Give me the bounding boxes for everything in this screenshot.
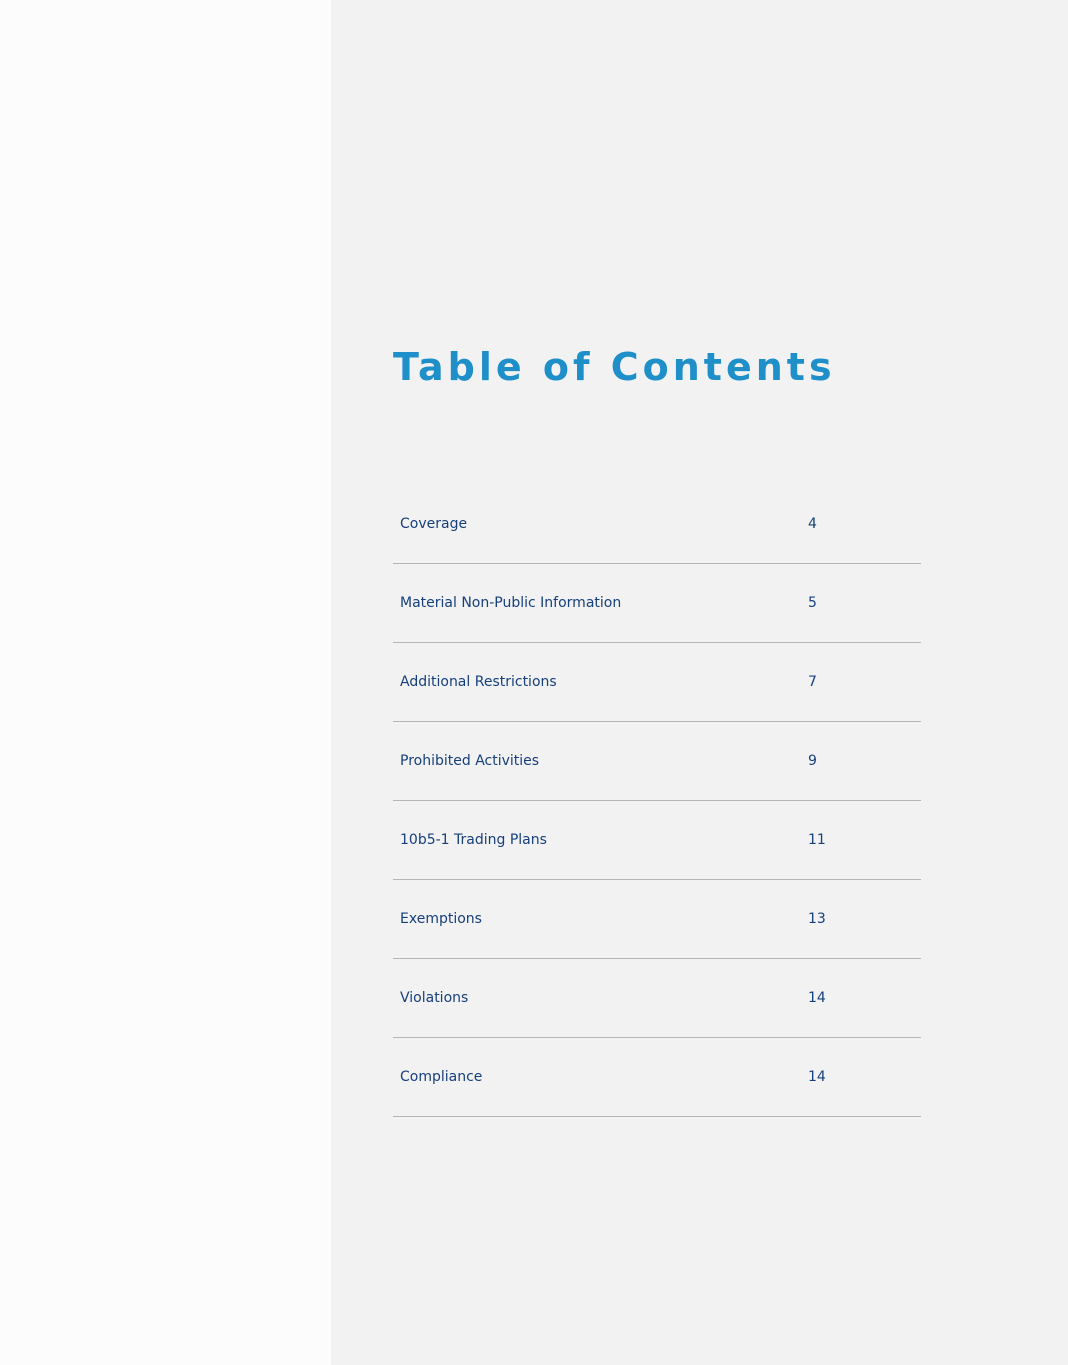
- page-title: Table of Contents: [393, 345, 836, 389]
- toc-entry-page-number[interactable]: 9: [808, 753, 817, 769]
- toc-list: [393, 485, 921, 1117]
- toc-entry-label[interactable]: Material Non-Public Information: [400, 595, 622, 611]
- toc-entry-page-number[interactable]: 14: [808, 1069, 826, 1085]
- toc-entry-page-number[interactable]: 13: [808, 911, 826, 927]
- toc-entry-label[interactable]: 10b5-1 Trading Plans: [400, 832, 547, 848]
- toc-entry-prohibited-activities[interactable]: [393, 722, 921, 801]
- toc-entry-label[interactable]: Coverage: [400, 516, 468, 532]
- toc-entry-page-number[interactable]: 7: [808, 674, 817, 690]
- toc-entry-label[interactable]: Exemptions: [400, 911, 482, 927]
- toc-entry-10b5-1-trading-plans[interactable]: [393, 801, 921, 880]
- toc-entry-label[interactable]: Compliance: [400, 1069, 483, 1085]
- toc-entry-page-number[interactable]: 4: [808, 516, 817, 532]
- toc-entry-violations[interactable]: [393, 959, 921, 1038]
- toc-entry-compliance[interactable]: [393, 1038, 921, 1117]
- toc-entry-page-number[interactable]: 5: [808, 595, 817, 611]
- page-left-margin: [0, 0, 331, 1365]
- toc-entry-exemptions[interactable]: [393, 880, 921, 959]
- toc-entry-additional-restrictions[interactable]: [393, 643, 921, 722]
- toc-entry-label[interactable]: Violations: [400, 990, 469, 1006]
- toc-entry-coverage[interactable]: [393, 485, 921, 564]
- toc-entry-page-number[interactable]: 14: [808, 990, 826, 1006]
- toc-entry-material-non-public-information[interactable]: [393, 564, 921, 643]
- toc-entry-page-number[interactable]: 11: [808, 832, 826, 848]
- toc-entry-label[interactable]: Additional Restrictions: [400, 674, 557, 690]
- toc-entry-label[interactable]: Prohibited Activities: [400, 753, 540, 769]
